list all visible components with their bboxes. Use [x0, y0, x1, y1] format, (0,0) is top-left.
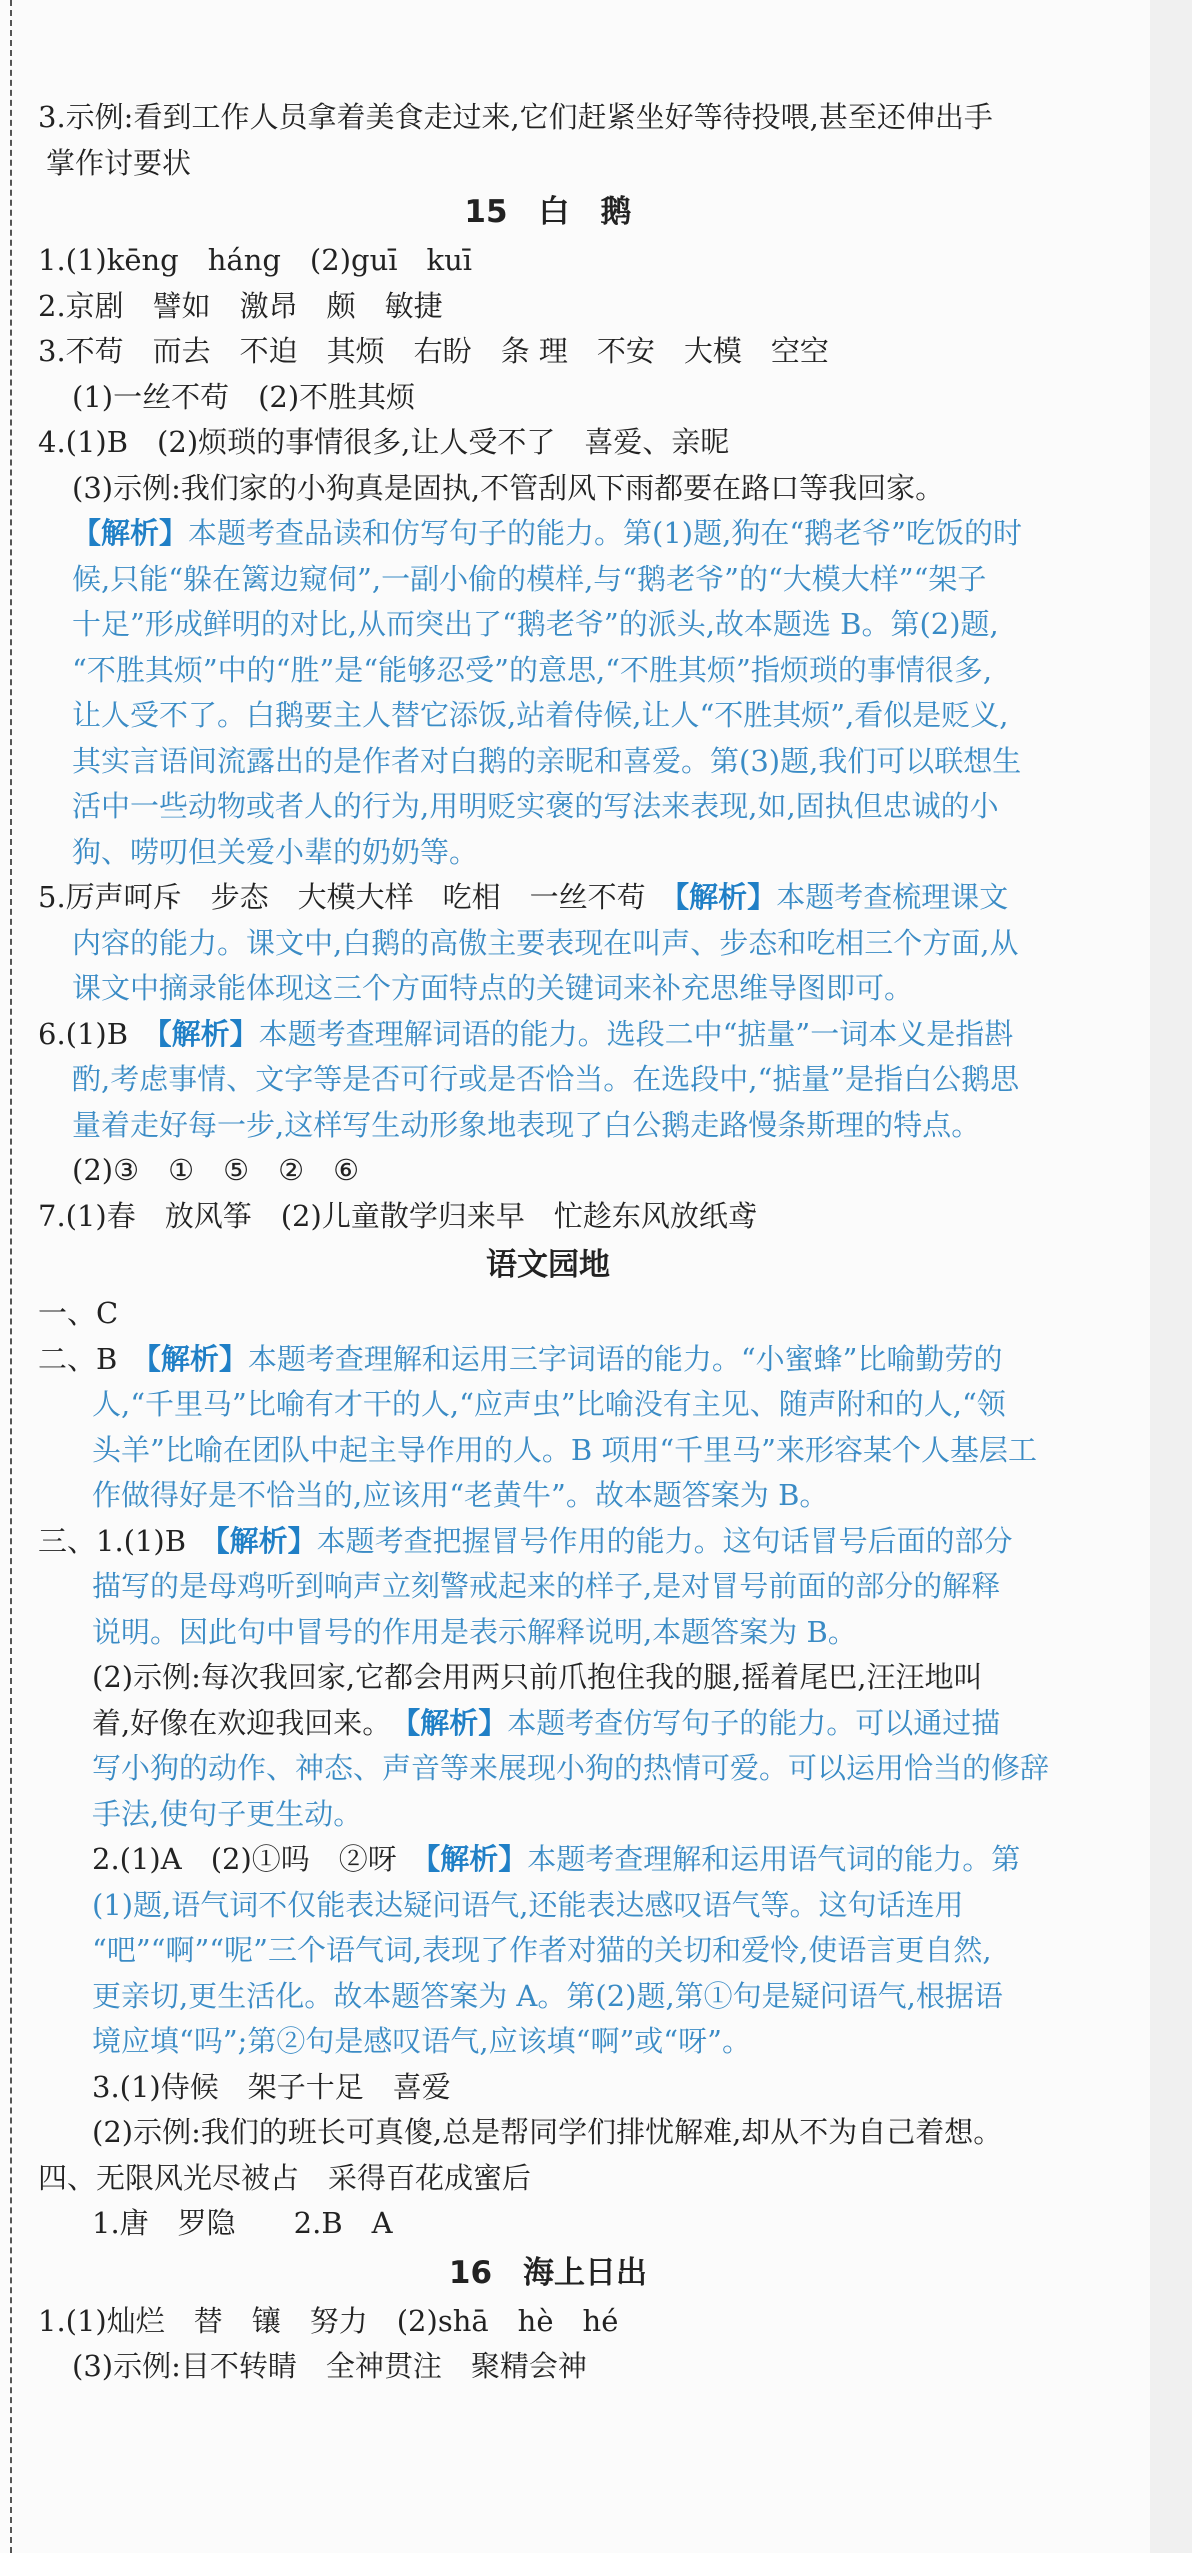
explanation-line — [38, 1974, 1058, 2020]
explanation-line — [38, 2019, 1058, 2065]
answer-line — [38, 1337, 1058, 1383]
explanation-text: 量着走好每一步,这样写生动形象地表现了白公鹅走路慢条斯理的特点。 — [72, 1107, 981, 1142]
explanation-text: 本题考查理解和运用语气词的能力。第 — [527, 1842, 1021, 1876]
answer-line — [38, 875, 1058, 921]
answer-line: (1)一丝不苟 (2)不胜其烦 — [72, 379, 416, 414]
explanation-line — [38, 1428, 1058, 1474]
analysis-tag: 【解析】 — [215, 1523, 317, 1558]
answer-line: 7.(1)春 放风筝 (2)儿童散学归来早 忙趁东风放纸鸢 — [38, 1198, 757, 1233]
explanation-text: 本题考查理解和运用三字词语的能力。“小蜜蜂”比喻勤劳的 — [247, 1341, 1003, 1376]
explanation-text: 其实言语间流露出的是作者对白鹅的亲昵和喜爱。第(3)题,我们可以联想生 — [72, 743, 1022, 778]
explanation-text: 内容的能力。课文中,白鹅的高傲主要表现在叫声、步态和吃相三个方面,从 — [72, 925, 1019, 960]
analysis-tag: 【解析】 — [425, 1842, 528, 1876]
explanation-text: 写小狗的动作、神态、声音等来展现小狗的热情可爱。可以运用恰当的修辞 — [92, 1751, 1050, 1785]
answer-text: 2.(1)A (2)①吗 ②呀 — [92, 1842, 426, 1876]
explanation-line — [38, 966, 1058, 1012]
explanation-line — [38, 1473, 1058, 1519]
analysis-tag: 【解析】 — [674, 880, 777, 914]
answer-text: 三、1.(1)B — [38, 1523, 216, 1558]
explanation-text: 更亲切,更生活化。故本题答案为 A。第(2)题,第①句是疑问语气,根据语 — [92, 1978, 1003, 2013]
binding-margin-dashed-line — [10, 0, 12, 2553]
explanation-text: 境应填“吗”;第②句是感叹语气,应该填“啊”或“呀”。 — [92, 2024, 751, 2058]
explanation-line — [38, 1883, 1058, 1929]
explanation-text: 课文中摘录能体现这三个方面特点的关键词来补充思维导图即可。 — [72, 971, 914, 1005]
answer-line: 3.(1)侍候 架子十足 喜爱 — [92, 2069, 451, 2104]
explanation-line — [38, 830, 1058, 876]
explanation-line — [38, 557, 1058, 603]
section-title: 15 白 鹅 — [464, 194, 632, 230]
explanation-text: 本题考查仿写句子的能力。可以通过描 — [507, 1705, 1001, 1740]
explanation-line — [38, 602, 1058, 648]
explanation-line — [38, 1103, 1058, 1149]
answer-line: 1.唐 罗隐 2.B A — [92, 2206, 393, 2240]
explanation-line — [38, 921, 1058, 967]
explanation-line — [38, 1382, 1058, 1428]
explanation-text: “不胜其烦”中的“胜”是“能够忍受”的意思,“不胜其烦”指烦琐的事情很多, — [72, 652, 993, 687]
answer-line: (2)示例:每次我回家,它都会用两只前爪抱住我的腿,摇着尾巴,汪汪地叫 — [92, 1660, 983, 1694]
answer-line: (3)示例:目不转睛 全神贯注 聚精会神 — [72, 2349, 587, 2383]
explanation-line — [38, 1746, 1058, 1792]
section-title: 16 海上日出 — [448, 2254, 648, 2291]
explanation-line — [38, 1792, 1058, 1838]
answer-line — [38, 1519, 1058, 1565]
analysis-tag: 【解析】 — [146, 1341, 248, 1376]
answer-line: 3.不苟 而去 不迫 其烦 右盼 条 理 不安 大模 空空 — [38, 334, 829, 368]
analysis-tag: 【解析】 — [72, 516, 189, 550]
explanation-text: 让人受不了。白鹅要主人替它添饭,站着侍候,让人“不胜其烦”,看似是贬义, — [72, 698, 1009, 732]
explanation-text: 十足”形成鲜明的对比,从而突出了“鹅老爷”的派头,故本题选 B。第(2)题, — [72, 607, 999, 641]
explanation-line — [38, 693, 1058, 739]
explanation-text: 狗、唠叨但关爱小辈的奶奶等。 — [72, 834, 479, 869]
explanation-text: 手法,使句子更生动。 — [92, 1796, 363, 1831]
answer-line — [38, 1012, 1058, 1058]
explanation-line — [38, 511, 1058, 557]
answer-text: 5.厉声呵斥 步态 大模大样 吃相 一丝不苟 — [38, 880, 675, 914]
explanation-text: 活中一些动物或者人的行为,用明贬实褒的写法来表现,如,固执但忠诚的小 — [72, 789, 999, 823]
answer-line: 掌作讨要状 — [46, 145, 192, 180]
explanation-line — [38, 1057, 1058, 1103]
answer-line: 2.京剧 譬如 激昂 颇 敏捷 — [38, 288, 443, 323]
answer-line: 四、无限风光尽被占 采得百花成蜜后 — [38, 2160, 532, 2195]
answer-line: 一、C — [38, 1296, 119, 1330]
explanation-text: 候,只能“躲在篱边窥伺”,一副小偷的模样,与“鹅老爷”的“大模大样”“架子 — [72, 561, 987, 596]
answer-line: 1.(1)灿烂 替 镶 努力 (2)shā hè hé — [38, 2303, 619, 2338]
explanation-text: 人,“千里马”比喻有才干的人,“应声虫”比喻没有主见、随声附和的人,“领 — [92, 1387, 1006, 1421]
analysis-tag: 【解析】 — [157, 1016, 259, 1051]
answer-line: (2)示例:我们的班长可真傻,总是帮同学们排忧解难,却从不为自己着想。 — [92, 2115, 1003, 2149]
answer-content — [38, 95, 1058, 2390]
answer-line: 4.(1)B (2)烦琐的事情很多,让人受不了 喜爱、亲昵 — [38, 425, 730, 459]
explanation-text: 本题考查梳理课文 — [776, 880, 1009, 914]
section-title: 语文园地 — [486, 1247, 610, 1283]
explanation-text: “吧”“啊”“呢”三个语气词,表现了作者对猫的关切和爱怜,使语言更自然, — [92, 1933, 992, 1967]
analysis-tag: 【解析】 — [405, 1705, 508, 1740]
explanation-text: 本题考查把握冒号作用的能力。这句话冒号后面的部分 — [316, 1523, 1013, 1558]
explanation-line — [38, 1564, 1058, 1610]
explanation-line — [38, 1610, 1058, 1656]
answer-text: 二、B — [38, 1341, 147, 1376]
explanation-text: 本题考查理解词语的能力。选段二中“掂量”一词本义是指斟 — [258, 1016, 1014, 1051]
explanation-line — [38, 739, 1058, 785]
explanation-line — [38, 1928, 1058, 1974]
answer-line: (2)③ ① ⑤ ② ⑥ — [72, 1153, 360, 1187]
explanation-line — [38, 784, 1058, 830]
explanation-text: 酌,考虑事情、文字等是否可行或是否恰当。在选段中,“掂量”是指白公鹅思 — [72, 1062, 1020, 1096]
answer-line: (3)示例:我们家的小狗真是固执,不管刮风下雨都要在路口等我回家。 — [72, 470, 945, 505]
answer-text: 6.(1)B — [38, 1016, 158, 1051]
explanation-text: (1)题,语气词不仅能表达疑问语气,还能表达感叹语气等。这句话连用 — [92, 1887, 964, 1922]
explanation-text: 作做得好是不恰当的,应该用“老黄牛”。故本题答案为 B。 — [92, 1478, 829, 1512]
answer-text: 着,好像在欢迎我回来。 — [92, 1705, 406, 1740]
answer-line — [38, 1837, 1058, 1883]
answer-line — [38, 1701, 1058, 1747]
explanation-text: 头羊”比喻在团队中起主导作用的人。B 项用“千里马”来形容某个人基层工 — [92, 1432, 1038, 1467]
explanation-line — [38, 648, 1058, 694]
answer-line: 3.示例:看到工作人员拿着美食走过来,它们赶紧坐好等待投喂,甚至还伸出手 — [38, 100, 993, 134]
explanation-text: 说明。因此句中冒号的作用是表示解释说明,本题答案为 B。 — [92, 1614, 857, 1649]
explanation-text: 描写的是母鸡听到响声立刻警戒起来的样子,是对冒号前面的部分的解释 — [92, 1569, 1001, 1603]
answer-line: 1.(1)kēng háng (2)guī kuī — [38, 243, 473, 277]
explanation-text: 本题考查品读和仿写句子的能力。第(1)题,狗在“鹅老爷”吃饭的时 — [188, 516, 1022, 550]
